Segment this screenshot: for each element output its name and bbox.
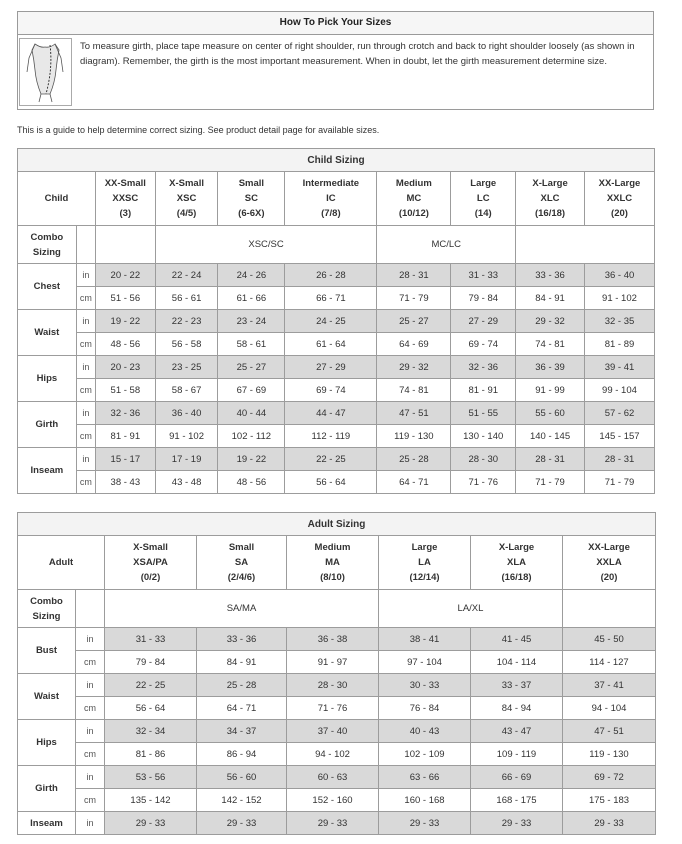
size-name: Medium xyxy=(314,542,351,553)
size-code: XSC xyxy=(176,193,197,204)
size-code: XXSC xyxy=(112,193,139,204)
size-header xyxy=(563,536,656,590)
value-cell: 84 - 94 xyxy=(471,697,563,720)
value-cell: 112 - 119 xyxy=(285,425,377,448)
size-num: (2/4/6) xyxy=(227,572,256,583)
size-header xyxy=(287,536,379,590)
value-cell: 29 - 33 xyxy=(471,812,563,835)
value-cell: 36 - 39 xyxy=(516,356,585,379)
size-num: (20) xyxy=(600,572,618,583)
value-cell: 29 - 33 xyxy=(287,812,379,835)
value-cell: 71 - 79 xyxy=(377,287,451,310)
value-cell: 32 - 34 xyxy=(105,720,197,743)
corner-label: Adult xyxy=(18,536,105,590)
size-header xyxy=(377,172,451,226)
value-cell: 104 - 114 xyxy=(471,651,563,674)
row-label: Waist xyxy=(18,674,76,720)
value-cell: 109 - 119 xyxy=(471,743,563,766)
value-cell: 32 - 36 xyxy=(451,356,516,379)
unit-cm: cm xyxy=(76,379,95,402)
value-cell: 41 - 45 xyxy=(471,628,563,651)
how-to-pick-title: How To Pick Your Sizes xyxy=(18,12,653,35)
value-cell: 28 - 31 xyxy=(377,264,451,287)
value-cell: 94 - 104 xyxy=(563,697,656,720)
value-cell: 29 - 32 xyxy=(516,310,585,333)
empty-cell xyxy=(76,226,95,264)
value-cell: 86 - 94 xyxy=(197,743,287,766)
girth-diagram-icon xyxy=(19,38,72,106)
value-cell: 32 - 35 xyxy=(584,310,654,333)
value-cell: 61 - 64 xyxy=(285,333,377,356)
value-cell: 81 - 86 xyxy=(105,743,197,766)
unit-cm: cm xyxy=(76,425,95,448)
value-cell: 56 - 58 xyxy=(155,333,218,356)
size-name: XX-Small xyxy=(104,178,146,189)
size-header xyxy=(218,172,285,226)
size-name: Large xyxy=(470,178,497,189)
size-num: (7/8) xyxy=(321,208,341,219)
size-name: Small xyxy=(238,178,265,189)
value-cell: 29 - 33 xyxy=(197,812,287,835)
value-cell: 48 - 56 xyxy=(95,333,155,356)
table-title: Adult Sizing xyxy=(18,513,656,536)
value-cell: 64 - 71 xyxy=(377,471,451,494)
size-num: (3) xyxy=(119,208,132,219)
value-cell: 102 - 112 xyxy=(218,425,285,448)
value-cell: 44 - 47 xyxy=(285,402,377,425)
value-cell: 175 - 183 xyxy=(563,789,656,812)
value-cell: 29 - 32 xyxy=(377,356,451,379)
size-code: XLC xyxy=(540,193,560,204)
size-code: XXLA xyxy=(596,557,622,568)
value-cell: 91 - 102 xyxy=(584,287,654,310)
value-cell: 45 - 50 xyxy=(563,628,656,651)
value-cell: 25 - 27 xyxy=(377,310,451,333)
size-num: (0/2) xyxy=(140,572,161,583)
size-name: X-Small xyxy=(169,178,204,189)
unit-cm: cm xyxy=(76,789,105,812)
unit-in: in xyxy=(76,310,95,333)
size-header xyxy=(584,172,654,226)
value-cell: 81 - 91 xyxy=(451,379,516,402)
value-cell: 140 - 145 xyxy=(516,425,585,448)
size-name: XX-Large xyxy=(598,178,641,189)
size-name: XX-Large xyxy=(588,542,630,553)
value-cell: 29 - 33 xyxy=(563,812,656,835)
child-sizing-table xyxy=(17,148,655,494)
value-cell: 66 - 69 xyxy=(471,766,563,789)
combo-label: Combo Sizing xyxy=(18,226,77,264)
value-cell: 114 - 127 xyxy=(563,651,656,674)
value-cell: 33 - 37 xyxy=(471,674,563,697)
size-name: Intermediate xyxy=(302,178,360,189)
value-cell: 40 - 43 xyxy=(379,720,471,743)
size-num: (14) xyxy=(474,208,492,219)
row-label: Inseam xyxy=(18,448,77,494)
value-cell: 29 - 33 xyxy=(379,812,471,835)
value-cell: 97 - 104 xyxy=(379,651,471,674)
value-cell: 23 - 24 xyxy=(218,310,285,333)
empty-cell xyxy=(76,590,105,628)
value-cell: 66 - 71 xyxy=(285,287,377,310)
size-num: (16/18) xyxy=(501,572,532,583)
value-cell: 60 - 63 xyxy=(287,766,379,789)
size-code: MC xyxy=(406,193,422,204)
value-cell: 56 - 64 xyxy=(105,697,197,720)
size-name: Large xyxy=(411,542,438,553)
value-cell: 25 - 27 xyxy=(218,356,285,379)
size-name: Medium xyxy=(395,178,432,189)
value-cell: 37 - 41 xyxy=(563,674,656,697)
value-cell: 47 - 51 xyxy=(377,402,451,425)
value-cell: 168 - 175 xyxy=(471,789,563,812)
value-cell: 20 - 23 xyxy=(95,356,155,379)
value-cell: 38 - 43 xyxy=(95,471,155,494)
size-code: SA xyxy=(234,557,249,568)
table-title: Child Sizing xyxy=(18,149,655,172)
combo-cell: LA/XL xyxy=(379,590,563,628)
value-cell: 22 - 25 xyxy=(285,448,377,471)
combo-cell: MC/LC xyxy=(377,226,516,264)
value-cell: 119 - 130 xyxy=(563,743,656,766)
value-cell: 63 - 66 xyxy=(379,766,471,789)
how-to-pick-text: To measure girth, place tape measure on center of right shoulder, run through crotch and back to right shoulder loosely (as shown in diagram). Remember, the girth is the most important measurement. When in doubt, let the girth measurement determine size. xyxy=(80,41,635,67)
size-header xyxy=(285,172,377,226)
size-header xyxy=(105,536,197,590)
value-cell: 28 - 30 xyxy=(287,674,379,697)
value-cell: 28 - 31 xyxy=(516,448,585,471)
value-cell: 58 - 67 xyxy=(155,379,218,402)
value-cell: 61 - 66 xyxy=(218,287,285,310)
value-cell: 142 - 152 xyxy=(197,789,287,812)
value-cell: 84 - 91 xyxy=(197,651,287,674)
value-cell: 47 - 51 xyxy=(563,720,656,743)
size-name: X-Large xyxy=(498,542,535,553)
row-label: Waist xyxy=(18,310,77,356)
row-label: Girth xyxy=(18,766,76,812)
size-code: XXLC xyxy=(606,193,633,204)
adult-sizing-table xyxy=(17,512,656,835)
value-cell: 28 - 30 xyxy=(451,448,516,471)
value-cell: 56 - 64 xyxy=(285,471,377,494)
unit-in: in xyxy=(76,356,95,379)
unit-cm: cm xyxy=(76,743,105,766)
value-cell: 20 - 22 xyxy=(95,264,155,287)
size-num: (12/14) xyxy=(409,572,440,583)
value-cell: 31 - 33 xyxy=(451,264,516,287)
value-cell: 57 - 62 xyxy=(584,402,654,425)
value-cell: 27 - 29 xyxy=(285,356,377,379)
value-cell: 51 - 55 xyxy=(451,402,516,425)
value-cell: 38 - 41 xyxy=(379,628,471,651)
combo-cell: XSC/SC xyxy=(155,226,377,264)
size-code: MA xyxy=(325,557,340,568)
value-cell: 51 - 58 xyxy=(95,379,155,402)
size-code: XLA xyxy=(507,557,526,568)
value-cell: 84 - 91 xyxy=(516,287,585,310)
value-cell: 36 - 40 xyxy=(584,264,654,287)
value-cell: 25 - 28 xyxy=(197,674,287,697)
size-num: (6-6X) xyxy=(238,208,265,219)
value-cell: 74 - 81 xyxy=(516,333,585,356)
value-cell: 22 - 24 xyxy=(155,264,218,287)
size-header xyxy=(516,172,585,226)
unit-in: in xyxy=(76,720,105,743)
value-cell: 74 - 81 xyxy=(377,379,451,402)
combo-label: Combo Sizing xyxy=(18,590,76,628)
combo-cell xyxy=(95,226,155,264)
unit-cm: cm xyxy=(76,471,95,494)
size-code: IC xyxy=(326,193,336,204)
value-cell: 40 - 44 xyxy=(218,402,285,425)
value-cell: 56 - 60 xyxy=(197,766,287,789)
row-label: Chest xyxy=(18,264,77,310)
value-cell: 79 - 84 xyxy=(105,651,197,674)
value-cell: 94 - 102 xyxy=(287,743,379,766)
value-cell: 39 - 41 xyxy=(584,356,654,379)
value-cell: 19 - 22 xyxy=(95,310,155,333)
size-name: X-Large xyxy=(532,178,568,189)
how-to-pick-box xyxy=(17,11,654,110)
value-cell: 69 - 74 xyxy=(451,333,516,356)
value-cell: 19 - 22 xyxy=(218,448,285,471)
value-cell: 15 - 17 xyxy=(95,448,155,471)
value-cell: 56 - 61 xyxy=(155,287,218,310)
size-code: XSA/PA xyxy=(133,557,168,568)
unit-cm: cm xyxy=(76,287,95,310)
value-cell: 43 - 47 xyxy=(471,720,563,743)
value-cell: 71 - 79 xyxy=(584,471,654,494)
value-cell: 91 - 97 xyxy=(287,651,379,674)
value-cell: 71 - 76 xyxy=(451,471,516,494)
value-cell: 145 - 157 xyxy=(584,425,654,448)
size-num: (20) xyxy=(611,208,628,219)
value-cell: 58 - 61 xyxy=(218,333,285,356)
value-cell: 69 - 74 xyxy=(285,379,377,402)
value-cell: 67 - 69 xyxy=(218,379,285,402)
size-num: (16/18) xyxy=(534,208,566,219)
value-cell: 30 - 33 xyxy=(379,674,471,697)
value-cell: 32 - 36 xyxy=(95,402,155,425)
value-cell: 53 - 56 xyxy=(105,766,197,789)
unit-in: in xyxy=(76,448,95,471)
unit-in: in xyxy=(76,264,95,287)
combo-cell: SA/MA xyxy=(105,590,379,628)
row-label: Inseam xyxy=(18,812,76,835)
value-cell: 135 - 142 xyxy=(105,789,197,812)
unit-in: in xyxy=(76,766,105,789)
value-cell: 22 - 25 xyxy=(105,674,197,697)
row-label: Hips xyxy=(18,356,77,402)
value-cell: 55 - 60 xyxy=(516,402,585,425)
value-cell: 119 - 130 xyxy=(377,425,451,448)
value-cell: 91 - 99 xyxy=(516,379,585,402)
value-cell: 160 - 168 xyxy=(379,789,471,812)
unit-in: in xyxy=(76,402,95,425)
unit-in: in xyxy=(76,628,105,651)
value-cell: 22 - 23 xyxy=(155,310,218,333)
value-cell: 43 - 48 xyxy=(155,471,218,494)
size-num: (4/5) xyxy=(176,208,197,219)
row-label: Bust xyxy=(18,628,76,674)
value-cell: 76 - 84 xyxy=(379,697,471,720)
value-cell: 26 - 28 xyxy=(285,264,377,287)
size-header xyxy=(471,536,563,590)
value-cell: 24 - 25 xyxy=(285,310,377,333)
value-cell: 79 - 84 xyxy=(451,287,516,310)
value-cell: 99 - 104 xyxy=(584,379,654,402)
row-label: Girth xyxy=(18,402,77,448)
size-name: X-Small xyxy=(133,542,168,553)
size-header xyxy=(155,172,218,226)
value-cell: 71 - 79 xyxy=(516,471,585,494)
value-cell: 17 - 19 xyxy=(155,448,218,471)
unit-cm: cm xyxy=(76,697,105,720)
value-cell: 71 - 76 xyxy=(287,697,379,720)
value-cell: 48 - 56 xyxy=(218,471,285,494)
size-code: LA xyxy=(418,557,431,568)
unit-cm: cm xyxy=(76,651,105,674)
value-cell: 81 - 91 xyxy=(95,425,155,448)
guide-text: This is a guide to help determine correct sizing. See product detail page for available sizes. xyxy=(17,125,380,135)
unit-in: in xyxy=(76,674,105,697)
size-header xyxy=(451,172,516,226)
value-cell: 27 - 29 xyxy=(451,310,516,333)
value-cell: 64 - 69 xyxy=(377,333,451,356)
combo-cell xyxy=(563,590,656,628)
row-label: Hips xyxy=(18,720,76,766)
value-cell: 36 - 38 xyxy=(287,628,379,651)
size-header xyxy=(95,172,155,226)
size-num: (10/12) xyxy=(398,208,429,219)
value-cell: 91 - 102 xyxy=(155,425,218,448)
value-cell: 29 - 33 xyxy=(105,812,197,835)
unit-cm: cm xyxy=(76,333,95,356)
size-code: LC xyxy=(476,193,490,204)
value-cell: 81 - 89 xyxy=(584,333,654,356)
size-code: SC xyxy=(244,193,258,204)
value-cell: 152 - 160 xyxy=(287,789,379,812)
value-cell: 36 - 40 xyxy=(155,402,218,425)
size-num: (8/10) xyxy=(320,572,345,583)
value-cell: 69 - 72 xyxy=(563,766,656,789)
value-cell: 23 - 25 xyxy=(155,356,218,379)
value-cell: 51 - 56 xyxy=(95,287,155,310)
value-cell: 33 - 36 xyxy=(516,264,585,287)
value-cell: 34 - 37 xyxy=(197,720,287,743)
size-header xyxy=(197,536,287,590)
value-cell: 24 - 26 xyxy=(218,264,285,287)
value-cell: 64 - 71 xyxy=(197,697,287,720)
value-cell: 28 - 31 xyxy=(584,448,654,471)
value-cell: 130 - 140 xyxy=(451,425,516,448)
size-header xyxy=(379,536,471,590)
unit-in: in xyxy=(76,812,105,835)
size-name: Small xyxy=(228,542,255,553)
value-cell: 31 - 33 xyxy=(105,628,197,651)
value-cell: 37 - 40 xyxy=(287,720,379,743)
value-cell: 25 - 28 xyxy=(377,448,451,471)
combo-cell xyxy=(516,226,655,264)
value-cell: 102 - 109 xyxy=(379,743,471,766)
value-cell: 33 - 36 xyxy=(197,628,287,651)
corner-label: Child xyxy=(18,172,96,226)
